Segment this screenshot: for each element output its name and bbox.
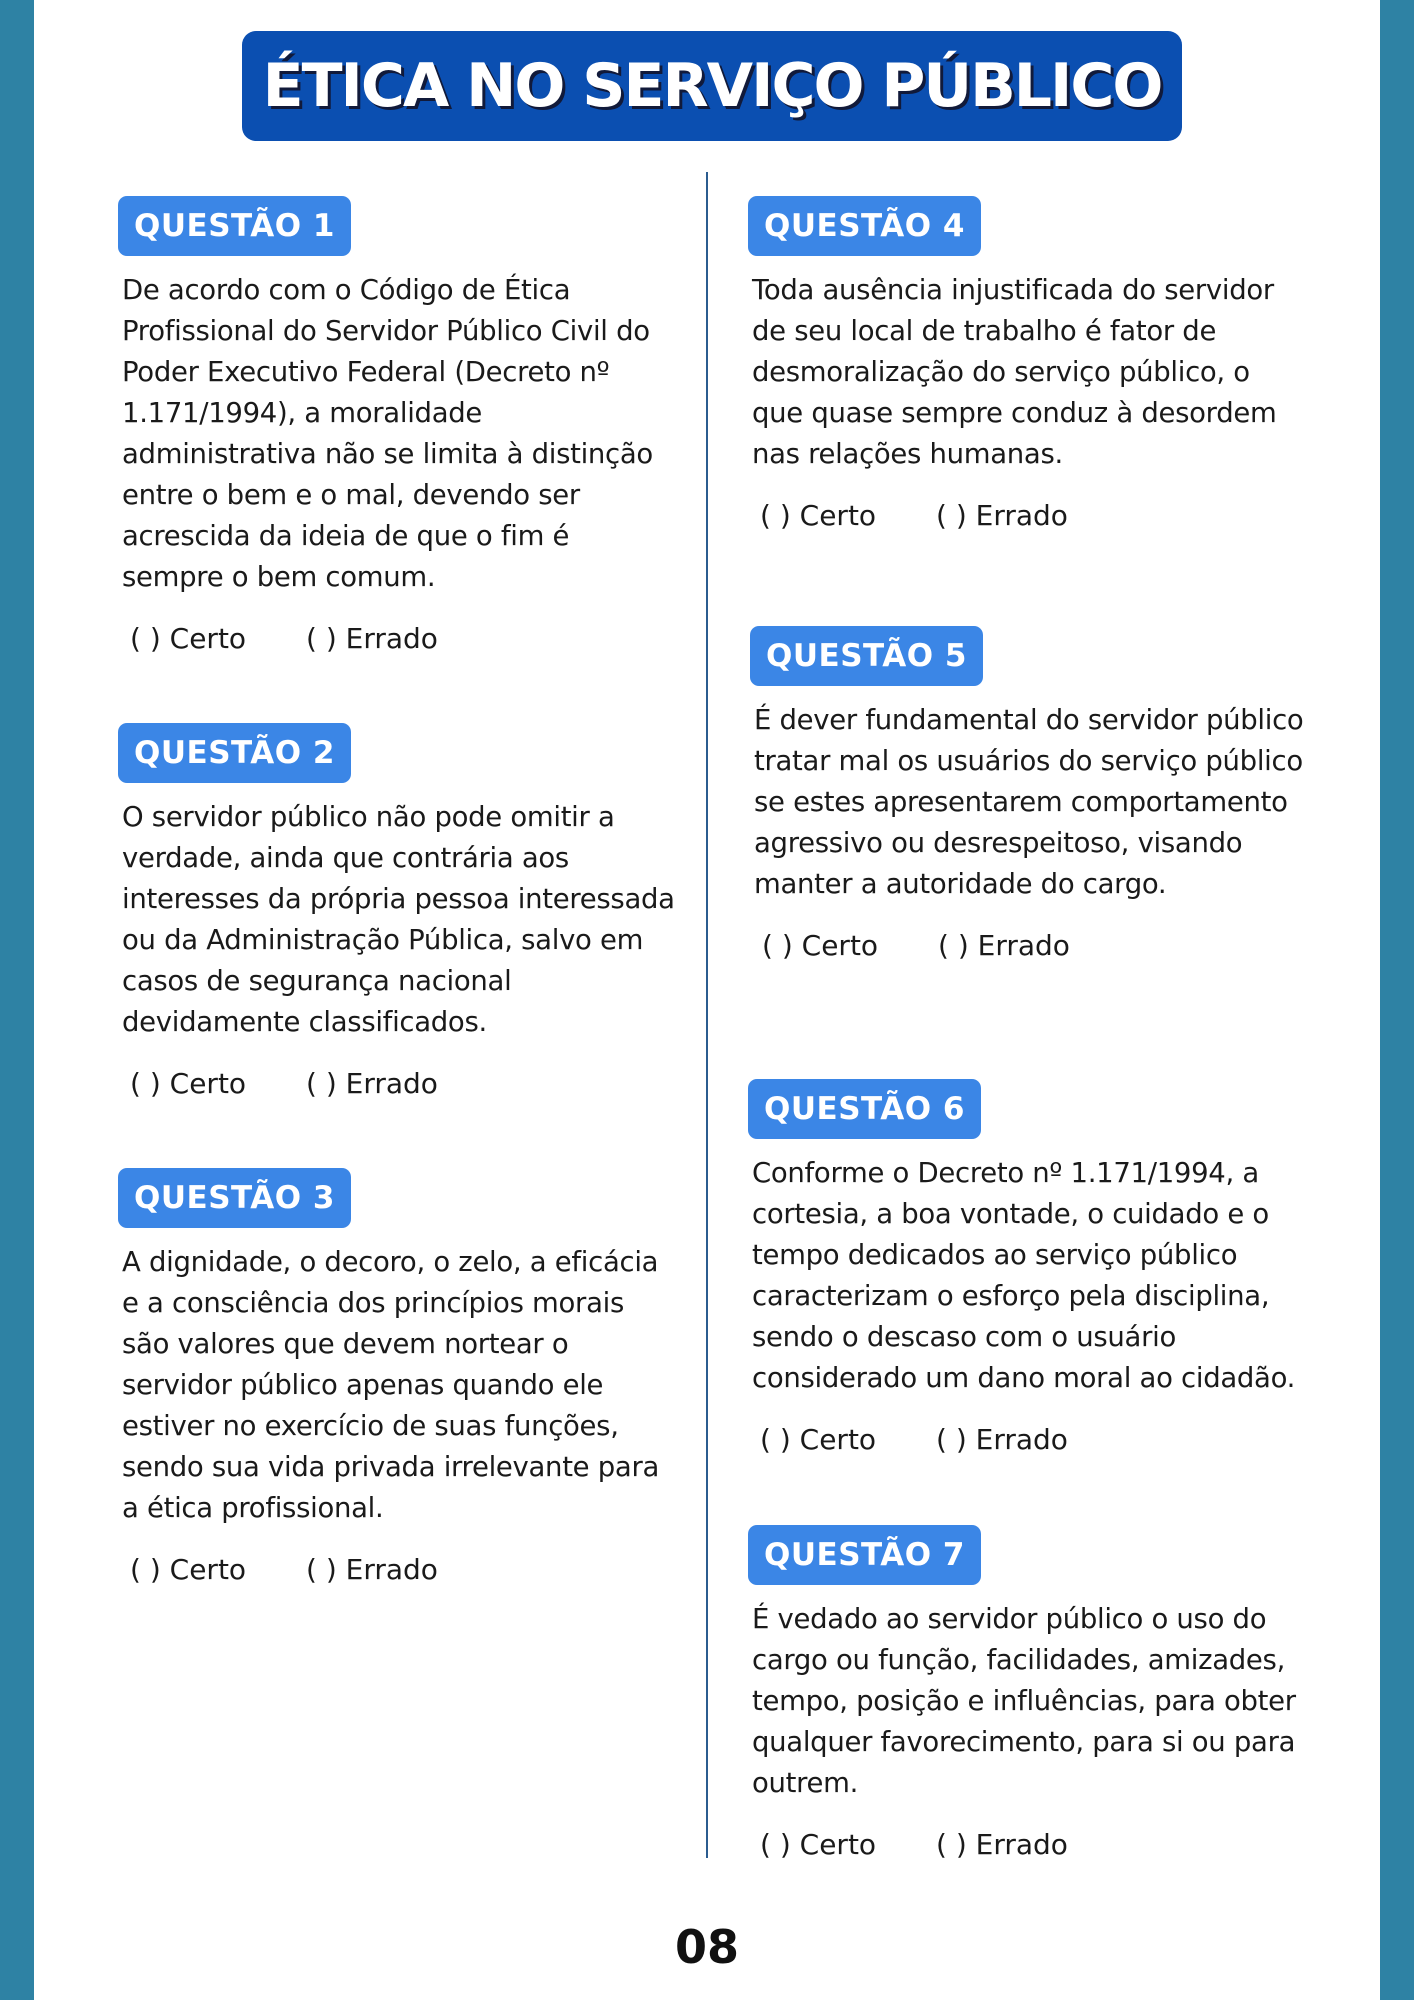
question-6-option-certo[interactable]: ( ) Certo — [760, 1423, 877, 1456]
question-4 — [748, 196, 1308, 532]
question-3 — [118, 1168, 678, 1586]
question-2-option-errado[interactable]: ( ) Errado — [306, 1067, 438, 1100]
question-2-badge: QUESTÃO 2 — [118, 723, 351, 783]
question-1-option-errado[interactable]: ( ) Errado — [306, 622, 438, 655]
question-1-options — [130, 622, 678, 655]
question-6-badge: QUESTÃO 6 — [748, 1079, 981, 1139]
question-5-badge: QUESTÃO 5 — [750, 626, 983, 686]
question-4-option-certo[interactable]: ( ) Certo — [760, 499, 877, 532]
question-5-option-errado[interactable]: ( ) Errado — [938, 929, 1070, 962]
question-6-options — [760, 1423, 1308, 1456]
page-number: 08 — [674, 1920, 739, 1974]
question-5-options — [762, 929, 1310, 962]
question-4-text: Toda ausência injustificada do servidor de seu local de trabalho é fator de desmoralização do serviço público, o que quase sempre conduz à desordem nas relações humanas. — [752, 274, 1277, 470]
question-4-options — [760, 499, 1308, 532]
question-3-options — [130, 1553, 678, 1586]
page-title: ÉTICA NO SERVIÇO PÚBLICO — [262, 51, 1162, 121]
question-4-badge: QUESTÃO 4 — [748, 196, 981, 256]
question-1-option-certo[interactable]: ( ) Certo — [130, 622, 247, 655]
question-6-text: Conforme o Decreto nº 1.171/1994, a cortesia, a boa vontade, o cuidado e o tempo dedicados ao serviço público caracterizam o esforço pela disciplina, sendo o descaso com o usuário considerado um dano moral ao cidadão. — [752, 1157, 1296, 1394]
question-3-option-errado[interactable]: ( ) Errado — [306, 1553, 438, 1586]
title-banner — [242, 31, 1182, 141]
page — [34, 0, 1380, 2000]
question-3-text: A dignidade, o decoro, o zelo, a eficácia e a consciência dos princípios morais são valores que devem nortear o servidor público apenas quando ele estiver no exercício de suas funções, sendo sua vida privada irrelevante para a ética profissional. — [122, 1246, 659, 1524]
question-7-options — [760, 1828, 1308, 1861]
question-2-text: O servidor público não pode omitir a verdade, ainda que contrária aos interesses da própria pessoa interessada ou da Administração Pública, salvo em casos de segurança nacional devidamente classificados. — [122, 801, 675, 1038]
question-7-text: É vedado ao servidor público o uso do cargo ou função, facilidades, amizades, tempo, posição e influências, para obter qualquer favorecimento, para si ou para outrem. — [752, 1603, 1296, 1799]
question-6 — [748, 1079, 1308, 1456]
question-4-option-errado[interactable]: ( ) Errado — [936, 499, 1068, 532]
question-6-option-errado[interactable]: ( ) Errado — [936, 1423, 1068, 1456]
question-7-option-certo[interactable]: ( ) Certo — [760, 1828, 877, 1861]
question-7-badge: QUESTÃO 7 — [748, 1525, 981, 1585]
question-2-option-certo[interactable]: ( ) Certo — [130, 1067, 247, 1100]
question-5-text: É dever fundamental do servidor público tratar mal os usuários do serviço público se estes apresentarem comportamento agressivo ou desrespeitoso, visando manter a autoridade do cargo. — [754, 704, 1304, 900]
question-7-option-errado[interactable]: ( ) Errado — [936, 1828, 1068, 1861]
question-1 — [118, 196, 678, 655]
question-5 — [750, 626, 1310, 962]
question-2-options — [130, 1067, 678, 1100]
question-1-text: De acordo com o Código de Ética Profissional do Servidor Público Civil do Poder Executivo Federal (Decreto nº 1.171/1994), a moralidade administrativa não se limita à distinção entre o bem e o mal, devendo ser acrescida da ideia de que o fim é sempre o bem comum. — [122, 274, 653, 593]
question-2 — [118, 723, 678, 1100]
question-5-option-certo[interactable]: ( ) Certo — [762, 929, 879, 962]
question-1-badge: QUESTÃO 1 — [118, 196, 351, 256]
column-divider — [706, 172, 708, 1858]
question-3-option-certo[interactable]: ( ) Certo — [130, 1553, 247, 1586]
question-7 — [748, 1525, 1308, 1861]
question-3-badge: QUESTÃO 3 — [118, 1168, 351, 1228]
